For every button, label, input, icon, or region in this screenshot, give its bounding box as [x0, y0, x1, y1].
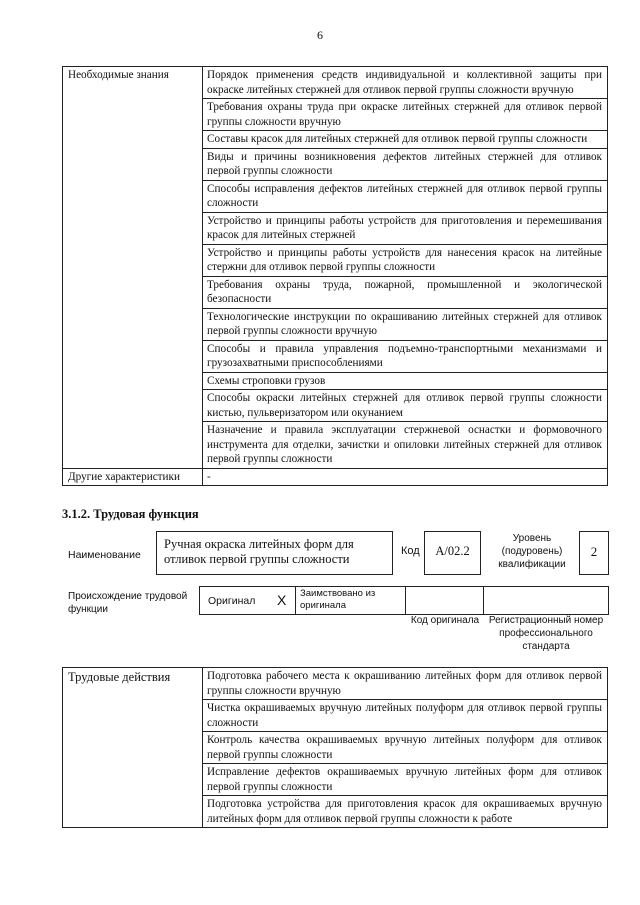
table-row [63, 668, 608, 700]
table-cell: Способы исправления дефектов литейных стержней для отливок первой группы сложности [203, 180, 608, 212]
table-cell: Способы окраски литейных стержней для отливок первой группы сложности кистью, пульверизатором или окунанием [203, 390, 608, 422]
table-cell: Подготовка рабочего места к окрашиванию литейных форм для отливок первой группы сложности вручную [203, 668, 608, 700]
code-original-caption: Код оригинала [410, 615, 480, 626]
original-label: Оригинал [208, 595, 256, 607]
code-box [424, 531, 481, 575]
function-name-value: Ручная окраска литейных форм для отливок первой группы сложности [164, 537, 354, 566]
table-cell: Способы и правила управления подъемно-транспортными механизмами и грузозахватными приспособлениями [203, 340, 608, 372]
table-cell: Устройство и принципы работы устройств для приготовления и перемешивания красок для литейных стержней [203, 212, 608, 244]
table-cell: Исправление дефектов окрашиваемых вручную литейных форм для отливок первой группы сложности [203, 764, 608, 796]
function-name-box [156, 531, 393, 575]
level-box [579, 531, 609, 575]
table-cell: - [203, 468, 608, 486]
table-cell: Требования охраны труда при окраске литейных стержней для отливок первой группы сложности вручную [203, 99, 608, 131]
table-cell: Подготовка устройства для приготовления красок для окрашиваемых вручную литейных форм для отливок первой группы сложности к работе [203, 796, 608, 828]
divider [483, 587, 484, 614]
table-cell: Порядок применения средств индивидуальной и коллективной защиты при окраске литейных стержней для отливок первой группы сложности вручную [203, 67, 608, 99]
row-label: Необходимые знания [63, 67, 203, 469]
divider [295, 587, 296, 614]
table-cell: Виды и причины возникновения дефектов литейных стержней для отливок первой группы сложности [203, 148, 608, 180]
knowledge-table [62, 66, 608, 486]
table-cell: Назначение и правила эксплуатации стержневой оснастки и формовочного инструмента для отделки, зачистки и опиловки литейных стержней для отливок первой группы сложности [203, 422, 608, 469]
reg-number-caption: Регистрационный номер профессионального стандарта [488, 615, 604, 652]
level-value: 2 [590, 544, 598, 559]
origin-label: Происхождение трудовой функции [68, 591, 188, 615]
page-number: 6 [317, 28, 323, 42]
row-label: Другие характеристики [63, 468, 203, 486]
code-value: А/02.2 [435, 544, 470, 558]
table-cell: Составы красок для литейных стержней для отливок первой группы сложности [203, 131, 608, 149]
table-row [63, 67, 608, 99]
table-cell: Требования охраны труда, пожарной, промышленной и экологической безопасности [203, 276, 608, 308]
divider [405, 587, 406, 614]
table-row [63, 468, 608, 486]
table-cell: Устройство и принципы работы устройств для нанесения красок на литейные стержни для отливок первой группы сложности [203, 244, 608, 276]
table-cell: Контроль качества окрашиваемых вручную литейных полуформ для отливок первой группы сложности [203, 732, 608, 764]
origin-row [199, 586, 609, 615]
section-title: 3.1.2. Трудовая функция [62, 507, 199, 521]
actions-table [62, 667, 608, 828]
borrowed-label: Заимствовано из оригинала [300, 588, 376, 611]
table-cell: Чистка окрашиваемых вручную литейных полуформ для отливок первой группы сложности [203, 700, 608, 732]
name-label: Наименование [68, 549, 141, 561]
table-cell: Технологические инструкции по окрашиванию литейных стержней для отливок первой группы сложности вручную [203, 308, 608, 340]
table-cell: Схемы строповки грузов [203, 372, 608, 390]
row-label: Трудовые действия [63, 668, 203, 828]
original-mark: X [277, 592, 287, 608]
level-label: Уровень (подуровень) квалификации [498, 533, 566, 570]
code-label: Код [401, 545, 420, 557]
